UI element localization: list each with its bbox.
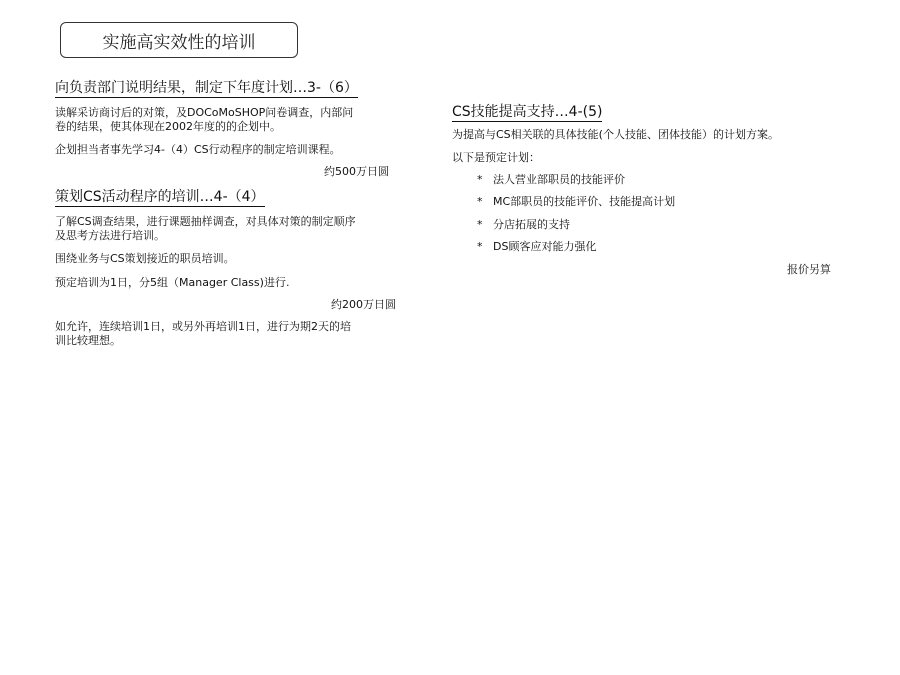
list-item-label: 分店拓展的支持 — [493, 218, 570, 231]
paragraph-line: 卷的结果，使其体现在2002年度的的企划中。 — [55, 120, 281, 133]
paragraph-line: 为提高与CS相关联的具体技能(个人技能、团体技能）的计划方案。 — [452, 128, 779, 141]
list-item-label: MC部职员的技能评价、技能提高计划 — [493, 195, 676, 208]
paragraph-line: 以下是预定计划： — [452, 151, 540, 164]
section-heading-cs-program-training: 策划CS活动程序的培训…4-（4） — [55, 189, 265, 205]
paragraph-line: 围绕业务与CS策划接近的职员培训。 — [55, 252, 235, 265]
bullet-mark: * — [477, 173, 483, 186]
price-estimate: 约200万日圆 — [331, 298, 396, 311]
list-item — [477, 218, 570, 232]
section-heading-next-year-plan: 向负责部门说明结果，制定下年度计划…3-（6） — [55, 80, 358, 96]
paragraph-line: 如允许，连续培训1日，或另外再培训1日，进行为期2天的培 — [55, 320, 351, 333]
list-item — [477, 195, 675, 209]
section-heading-cs-skill-support: CS技能提高支持…4-(5) — [452, 104, 603, 120]
paragraph-line: 读解采访商讨后的对策，及DOCoMoSHOP问卷调查，内部问 — [55, 106, 354, 119]
list-item-label: 法人营业部职员的技能评价 — [493, 173, 625, 186]
paragraph-line: 及思考方法进行培训。 — [55, 229, 165, 242]
bullet-mark: * — [477, 195, 483, 208]
list-item-label: DS顾客应对能力强化 — [493, 240, 597, 253]
paragraph-line: 企划担当者事先学习4-（4）CS行动程序的制定培训课程。 — [55, 143, 341, 156]
price-estimate: 报价另算 — [787, 263, 831, 276]
page-title: 实施高实效性的培训 — [60, 22, 298, 58]
paragraph-line: 训比较理想。 — [55, 334, 121, 347]
bullet-mark: * — [477, 218, 483, 231]
bullet-mark: * — [477, 240, 483, 253]
paragraph-line: 了解CS调查结果，进行课题抽样调查，对具体对策的制定顺序 — [55, 215, 356, 228]
paragraph-line: 预定培训为1日，分5组（Manager Class)进行. — [55, 276, 290, 289]
list-item — [477, 173, 625, 187]
price-estimate: 约500万日圆 — [324, 165, 389, 178]
list-item — [477, 240, 596, 254]
